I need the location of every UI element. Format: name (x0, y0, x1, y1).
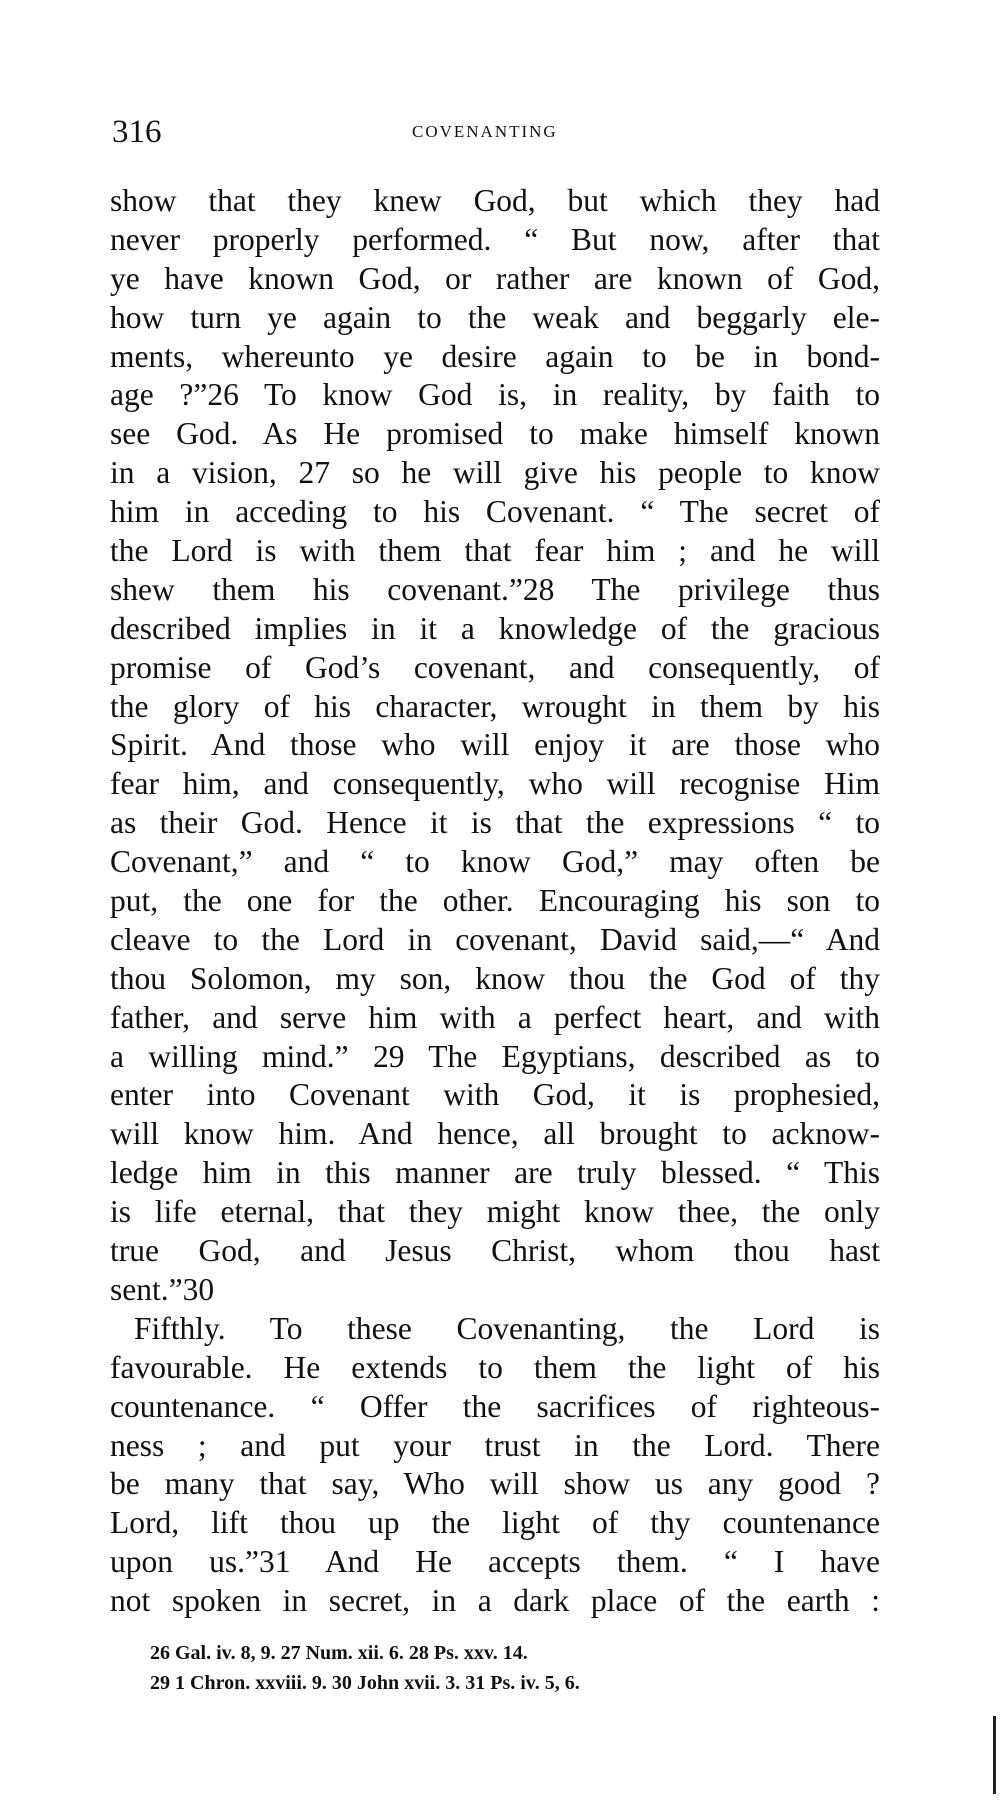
text-line: see God. As He promised to make himself known (110, 416, 880, 452)
paragraph-end-line: sent.”30 (110, 1271, 215, 1307)
text-line: age ?”26 To know God is, in reality, by faith to (110, 377, 880, 413)
text-line: ments, whereunto ye desire again to be in bond- (110, 338, 880, 374)
text-line: him in acceding to his Covenant. “ The secret of (110, 494, 880, 530)
text-line: ye have known God, or rather are known of God, (110, 260, 880, 296)
footnotes (150, 1638, 850, 1698)
text-line: countenance. “ Offer the sacrifices of righteous- (110, 1388, 880, 1424)
text-line: true God, and Jesus Christ, whom thou hast (110, 1233, 880, 1269)
footnote-line: 29 1 Chron. xxviii. 9. 30 John xvii. 3. 31 Ps. iv. 5, 6. (150, 1672, 580, 1694)
text-line: upon us.”31 And He accepts them. “ I have (110, 1544, 880, 1580)
text-line: ness ; and put your trust in the Lord. There (110, 1427, 880, 1463)
text-line: fear him, and consequently, who will recognise Him (110, 766, 880, 802)
running-title: COVENANTING (412, 122, 558, 141)
text-line: never properly performed. “ But now, after that (110, 221, 880, 257)
text-line: enter into Covenant with God, it is prophesied, (110, 1077, 880, 1113)
running-head (112, 112, 912, 152)
text-line: be many that say, Who will show us any good ? (110, 1466, 880, 1502)
text-line: cleave to the Lord in covenant, David said,—“ And (110, 921, 880, 957)
text-line: shew them his covenant.”28 The privilege thus (110, 571, 880, 607)
page-number: 316 (112, 114, 162, 150)
text-line: ledge him in this manner are truly blessed. “ This (110, 1155, 880, 1191)
text-line: as their God. Hence it is that the expressions “ to (110, 805, 880, 841)
text-line: the glory of his character, wrought in them by his (110, 688, 880, 724)
text-line: not spoken in secret, in a dark place of the earth : (110, 1583, 880, 1619)
text-line: Spirit. And those who will enjoy it are those who (110, 727, 880, 763)
body-text (110, 182, 880, 1621)
text-line: father, and serve him with a perfect heart, and with (110, 999, 880, 1035)
text-line: how turn ye again to the weak and beggarly ele- (110, 299, 880, 335)
text-line: the Lord is with them that fear him ; and he will (110, 533, 880, 569)
page-edge-mark (993, 1716, 996, 1794)
text-line: described implies in it a knowledge of the gracious (110, 610, 880, 646)
text-line: in a vision, 27 so he will give his people to know (110, 455, 880, 491)
text-line: show that they knew God, but which they had (110, 183, 880, 218)
text-line: Lord, lift thou up the light of thy countenance (110, 1505, 880, 1541)
paragraph-start-line: Fifthly. To these Covenanting, the Lord is (134, 1310, 880, 1346)
text-line: put, the one for the other. Encouraging his son to (110, 883, 880, 919)
text-line: Covenant,” and “ to know God,” may often be (110, 844, 880, 880)
footnote-line: 26 Gal. iv. 8, 9. 27 Num. xii. 6. 28 Ps. xxv. 14. (150, 1642, 528, 1664)
text-line: will know him. And hence, all brought to acknow- (110, 1116, 880, 1152)
text-line: promise of God’s covenant, and consequently, of (110, 649, 880, 685)
text-line: a willing mind.” 29 The Egyptians, described as to (110, 1038, 880, 1074)
text-line: is life eternal, that they might know thee, the only (110, 1194, 880, 1230)
text-line: thou Solomon, my son, know thou the God of thy (110, 960, 880, 996)
text-line: favourable. He extends to them the light of his (110, 1349, 880, 1385)
